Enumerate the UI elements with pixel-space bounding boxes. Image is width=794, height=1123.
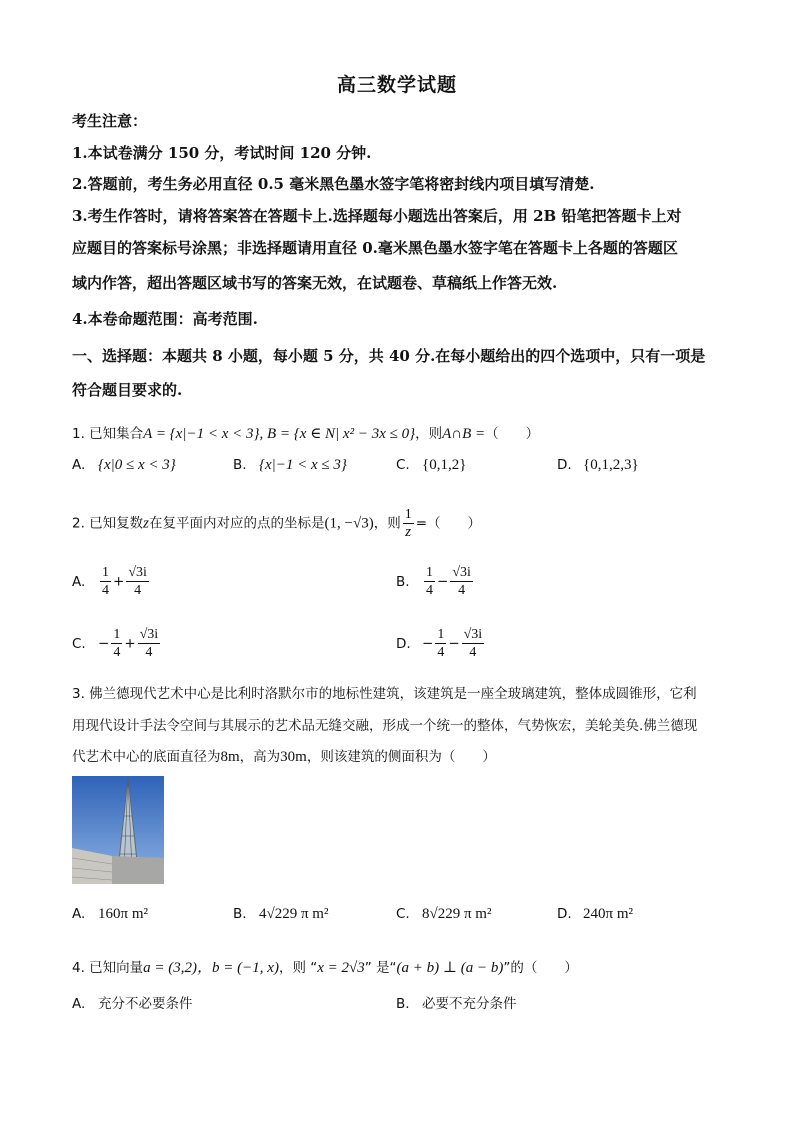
q4-option-a-label: A. — [72, 996, 86, 1012]
q2-option-a-op: + — [113, 573, 125, 590]
q4-mid: ，则 “ — [278, 960, 318, 976]
q4-perpendicular: (a + b) ⊥ (a − b) — [396, 960, 504, 976]
q2-option-d-frac1-num: 1 — [437, 627, 445, 642]
q2-point: (1, −√3) — [324, 515, 374, 532]
building-illustration — [72, 776, 164, 884]
notice-item-2: 2.答题前，考生务必用直径 0.5 毫米黑色墨水签字笔将密封线内项目填写清楚. — [72, 175, 595, 193]
q4-option-b-text: 必要不充分条件 — [422, 996, 517, 1012]
q1-then: ，则 — [415, 426, 443, 442]
q3-option-c-text: 8√229 π m² — [422, 906, 492, 922]
q2-option-d-sign: − — [422, 635, 434, 652]
section-heading: 一、选择题：本题共 8 小题，每小题 5 分，共 40 分.在每小题给出的四个选项中，只有一项是 — [72, 347, 706, 365]
q1-option-a — [72, 457, 176, 474]
q1-set-b: , B = {x ∈ N| x² − 3x ≤ 0} — [259, 426, 416, 442]
q1-option-c-text: {0,1,2} — [422, 457, 467, 473]
question-3-line-3 — [72, 745, 496, 766]
q1-option-d-text: {0,1,2,3} — [583, 457, 639, 473]
q1-option-d-label: D. — [557, 457, 572, 473]
q2-z: z — [143, 515, 150, 532]
q2-option-d-frac2-den: 4 — [469, 645, 477, 660]
q2-option-c-frac1-num: 1 — [113, 627, 121, 642]
q2-option-a-frac2-den: 4 — [134, 583, 142, 598]
q2-option-c-frac2 — [138, 626, 161, 661]
question-3-line-2: 用现代设计手法令空间与其展示的艺术品无缝交融，形成一个统一的整体，气势恢宏，美轮美奂.佛兰德现 — [72, 718, 698, 734]
q3-option-c-label: C. — [396, 906, 410, 922]
q1-option-d — [557, 457, 639, 474]
q2-option-d-op: − — [448, 635, 460, 652]
q2-option-b-label: B. — [396, 573, 410, 590]
q3-option-d-label: D. — [557, 906, 572, 922]
q1-option-c-label: C. — [396, 457, 410, 473]
q2-option-b — [396, 564, 475, 599]
q2-fraction-den: z — [405, 524, 412, 540]
q2-option-a-label: A. — [72, 573, 86, 590]
q2-option-a-frac1-num: 1 — [102, 565, 109, 580]
q2-option-d-label: D. — [396, 635, 411, 652]
q3-diameter: 8m — [220, 749, 240, 765]
q2-option-a-frac2 — [126, 564, 149, 599]
q2-option-a-frac2-num: √3i — [128, 565, 147, 580]
question-1 — [72, 422, 539, 443]
section-heading-cont: 符合题目要求的. — [72, 381, 183, 399]
q1-intersection: A∩B = — [442, 426, 486, 442]
q4-option-a-text: 充分不必要条件 — [98, 996, 193, 1012]
q2-option-a-frac1-den: 4 — [102, 583, 109, 598]
q2-mid: 在复平面内对应的点的坐标是 — [149, 515, 325, 532]
page-title: 高三数学试题 — [336, 74, 457, 96]
q1-set-a: A = {x|−1 < x < 3} — [143, 426, 260, 442]
q2-then: ，则 — [373, 515, 401, 532]
q2-option-c-sign: − — [98, 635, 110, 652]
q2-option-a — [72, 564, 151, 599]
q2-option-b-frac2 — [450, 564, 473, 599]
q2-fraction-num: 1 — [404, 507, 412, 522]
q3-option-c — [396, 906, 491, 923]
q2-option-c-frac2-den: 4 — [145, 645, 153, 660]
q1-option-c — [396, 457, 466, 474]
q4-mid2: ” 是“ — [364, 960, 397, 976]
q2-option-c — [72, 626, 162, 661]
q2-option-b-frac1-den: 4 — [426, 583, 433, 598]
q3-option-a-text: 160π m² — [98, 906, 148, 922]
q2-option-d-frac2-num: √3i — [463, 627, 483, 642]
q3-text-b: ，高为 — [239, 749, 281, 765]
question-2 — [72, 506, 481, 541]
q3-option-b-label: B. — [233, 906, 247, 922]
q2-option-b-frac1-num: 1 — [426, 565, 433, 580]
notice-item-3-cont2: 域内作答，超出答题区域书写的答案无效，在试题卷、草稿纸上作答无效. — [72, 274, 558, 292]
q2-option-d-frac1-den: 4 — [437, 645, 445, 660]
q1-paren: （ ） — [485, 426, 540, 442]
q3-option-b — [233, 906, 328, 923]
q2-option-c-frac2-num: √3i — [139, 627, 159, 642]
q3-height: 30m — [280, 749, 307, 765]
notice-item-1: 1.本试卷满分 150 分，考试时间 120 分钟. — [72, 144, 372, 162]
q2-option-d-frac1 — [435, 626, 446, 661]
q2-option-c-frac1-den: 4 — [113, 645, 121, 660]
q3-option-b-text: 4√229 π m² — [259, 906, 329, 922]
q3-text-a: 代艺术中心的底面直径为 — [72, 749, 221, 765]
q4-option-b-label: B. — [396, 996, 410, 1012]
q4-prefix: 4. 已知向量 — [72, 960, 144, 976]
notice-item-3: 3.考生作答时，请将答案答在答题卡上.选择题每小题选出答案后，用 2B 铅笔把答题卡上对 — [72, 207, 682, 225]
question-4 — [72, 956, 578, 977]
notice-heading: 考生注意： — [72, 112, 148, 130]
q2-option-a-frac1 — [100, 564, 111, 599]
q4-option-a — [72, 992, 193, 1012]
q2-option-d — [396, 626, 486, 661]
q2-option-d-frac2 — [462, 626, 485, 661]
q1-option-a-text: {x|0 ≤ x < 3} — [98, 457, 176, 473]
q2-option-b-frac2-den: 4 — [458, 583, 466, 598]
q4-end: ”的（ ） — [503, 960, 578, 976]
q2-option-c-label: C. — [72, 635, 86, 652]
q1-option-b-label: B. — [233, 457, 247, 473]
q2-option-b-frac1 — [424, 564, 435, 599]
q4-vector-a: a = (3,2) — [143, 960, 198, 976]
q2-eq: = — [415, 515, 428, 532]
q3-option-d-text: 240π m² — [583, 906, 633, 922]
q2-option-b-frac2-num: √3i — [452, 565, 471, 580]
q1-prefix: 1. 已知集合 — [72, 426, 144, 442]
q3-text-c: ，则该建筑的侧面积为（ ） — [306, 749, 496, 765]
q4-vector-b: ，b = (−1, x) — [197, 960, 279, 976]
q1-option-b-text: {x|−1 < x ≤ 3} — [259, 457, 347, 473]
q2-option-c-frac1 — [111, 626, 122, 661]
q4-condition: x = 2√3 — [317, 960, 365, 976]
notice-item-3-cont: 应题目的答案标号涂黑；非选择题请用直径 0.毫米黑色墨水签字笔在答题卡上各题的答题区 — [72, 239, 678, 257]
q4-option-b — [396, 992, 517, 1012]
q2-paren: （ ） — [427, 515, 482, 532]
q3-option-a-label: A. — [72, 906, 86, 922]
q2-prefix: 2. 已知复数 — [72, 515, 144, 532]
building-photo — [72, 776, 164, 884]
question-3-line-1: 3. 佛兰德现代艺术中心是比利时洛默尔市的地标性建筑，该建筑是一座全玻璃建筑，整体成圆锥形，它利 — [72, 686, 697, 702]
q3-option-a — [72, 906, 148, 923]
q2-option-c-op: + — [124, 635, 136, 652]
q1-option-a-label: A. — [72, 457, 86, 473]
notice-item-4: 4.本卷命题范围：高考范围. — [72, 310, 258, 328]
q3-option-d — [557, 906, 633, 923]
q2-option-b-op: − — [437, 573, 449, 590]
q1-option-b — [233, 457, 347, 474]
q2-fraction — [403, 506, 414, 541]
